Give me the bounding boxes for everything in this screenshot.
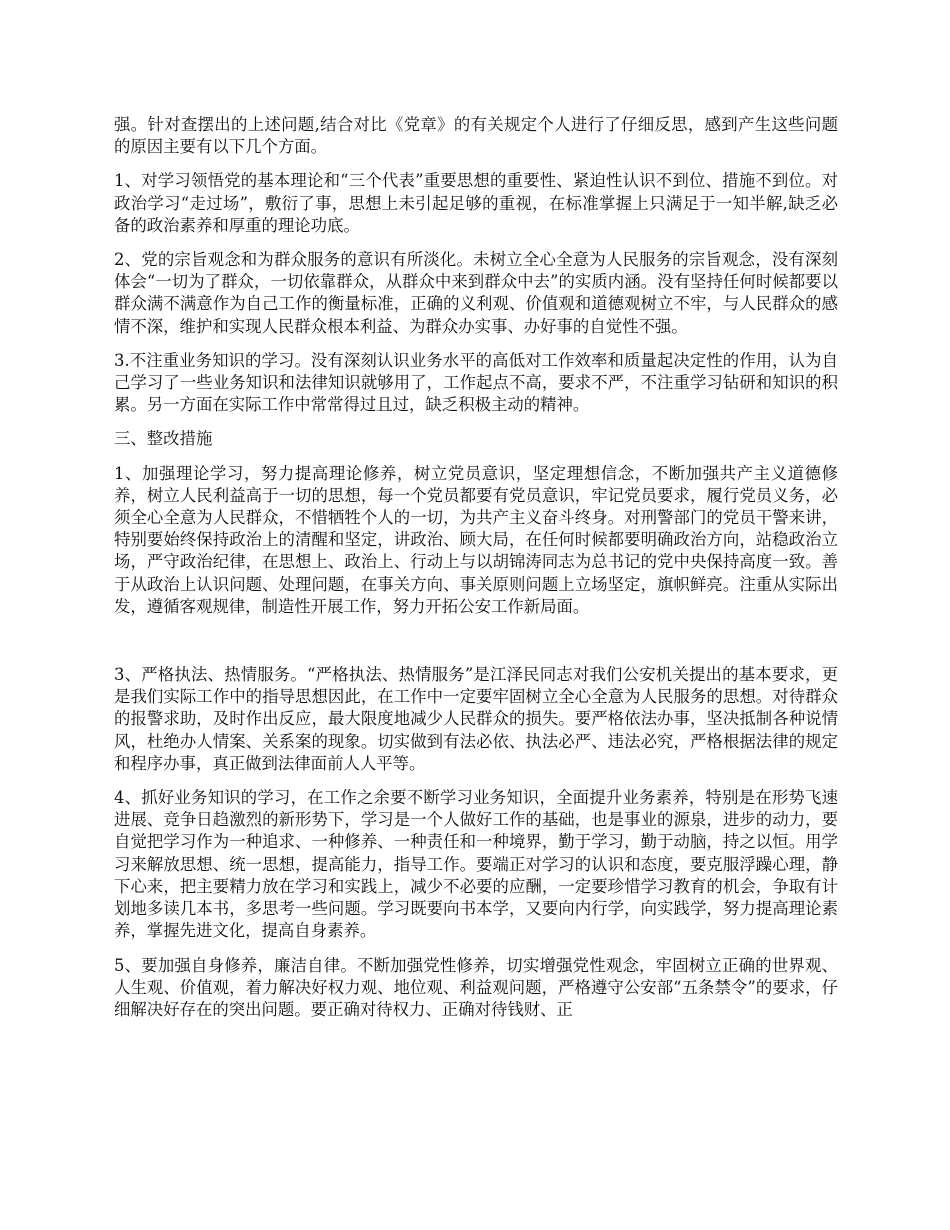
paragraph-measure-1: 1、加强理论学习，努力提高理论修养，树立党员意识，坚定理想信念，不断加强共产主义道德修养，树立人民利益高于一切的思想，每一个党员都要有党员意识，牢记党员要求，履行党员义务，必须全心全意为人民群众，不惜牺牲个人的一切，为共产主义奋斗终身。对刑警部门的党员干警来讲，特别要始终保持政治上的清醒和坚定，讲政治、顾大局，在任何时候都要明确政治方向，站稳政治立场，严守政治纪律，在思想上、政治上、行动上与以胡锦涛同志为总书记的党中央保持高度一致。善于从政治上认识问题、处理问题，在事关方向、事关原则问题上立场坚定，旗帜鲜亮。注重从实际出发，遵循客观规律，制造性开展工作，努力开拓公安工作新局面。 — [114, 463, 838, 616]
paragraph-measure-4: 4、抓好业务知识的学习，在工作之余要不断学习业务知识，全面提升业务素养，特别是在形势飞速进展、竞争日趋激烈的新形势下，学习是一个人做好工作的基础，也是事业的源泉，进步的动力，要自觉把学习作为一种追求、一种修养、一种责任和一种境界，勤于学习，勤于动脑，持之以恒。用学习来解放思想、统一思想，提高能力，指导工作。要端正对学习的认识和态度，要克服浮躁心理，静下心来，把主要精力放在学习和实践上，减少不必要的应酬，一定要珍惜学习教育的机会，争取有计划地多读几本书，多思考一些问题。学习既要向书本学，又要向内行学，向实践学，努力提高理论素养，掌握先进文化，提高自身素养。 — [114, 788, 838, 941]
paragraph-measure-5: 5、要加强自身修养，廉洁自律。不断加强党性修养，切实增强党性观念，牢固树立正确的世界观、人生观、价值观，着力解决好权力观、地位观、利益观问题，严格遵守公安部“五条禁令”的要求，仔细解决好存在的突出问题。要正确对待权力、正确对待钱财、正 — [114, 955, 838, 1019]
paragraph-reflection-intro: 强。针对查摆出的上述问题,结合对比《党章》的有关规定个人进行了仔细反思，感到产生这些问题的原因主要有以下几个方面。 — [114, 115, 838, 157]
paragraph-cause-3: 3.不注重业务知识的学习。没有深刻认识业务水平的高低对工作效率和质量起决定性的作用，认为自己学习了一些业务知识和法律知识就够用了，工作起点不高，要求不严，不注重学习钻研和知识的积累。另一方面在实际工作中常常得过且过，缺乏积极主动的精神。 — [114, 350, 838, 415]
section-heading-rectification: 三、整改措施 — [114, 429, 213, 449]
document-body — [114, 114, 838, 1033]
blank-gap — [114, 630, 838, 664]
paragraph-cause-1: 1、对学习领悟党的基本理论和“三个代表”重要思想的重要性、紧迫性认识不到位、措施不到位。对政治学习“走过场”，敷衍了事，思想上未引起足够的重视，在标准掌握上只满足于一知半解,缺乏必备的政治素养和厚重的理论功底。 — [114, 171, 838, 235]
paragraph-cause-2: 2、党的宗旨观念和为群众服务的意识有所淡化。未树立全心全意为人民服务的宗旨观念，没有深刻体会“一切为了群众，一切依靠群众，从群众中来到群众中去”的实质内涵。没有坚持任何时候都要以群众满不满意作为自己工作的衡量标准，正确的义利观、价值观和道德观树立不牢，与人民群众的感情不深，维护和实现人民群众根本利益、为群众办实事、办好事的自觉性不强。 — [114, 250, 838, 336]
paragraph-measure-3: 3、严格执法、热情服务。“严格执法、热情服务”是江泽民同志对我们公安机关提出的基本要求，更是我们实际工作中的指导思想因此，在工作中一定要牢固树立全心全意为人民服务的思想。对待群众的报警求助，及时作出反应，最大限度地减少人民群众的损失。要严格依法办事，坚决抵制各种说情风，杜绝办人情案、关系案的现象。切实做到有法必依、执法必严、违法必究，严格根据法律的规定和程序办事，真正做到法律面前人人平等。 — [114, 665, 838, 773]
